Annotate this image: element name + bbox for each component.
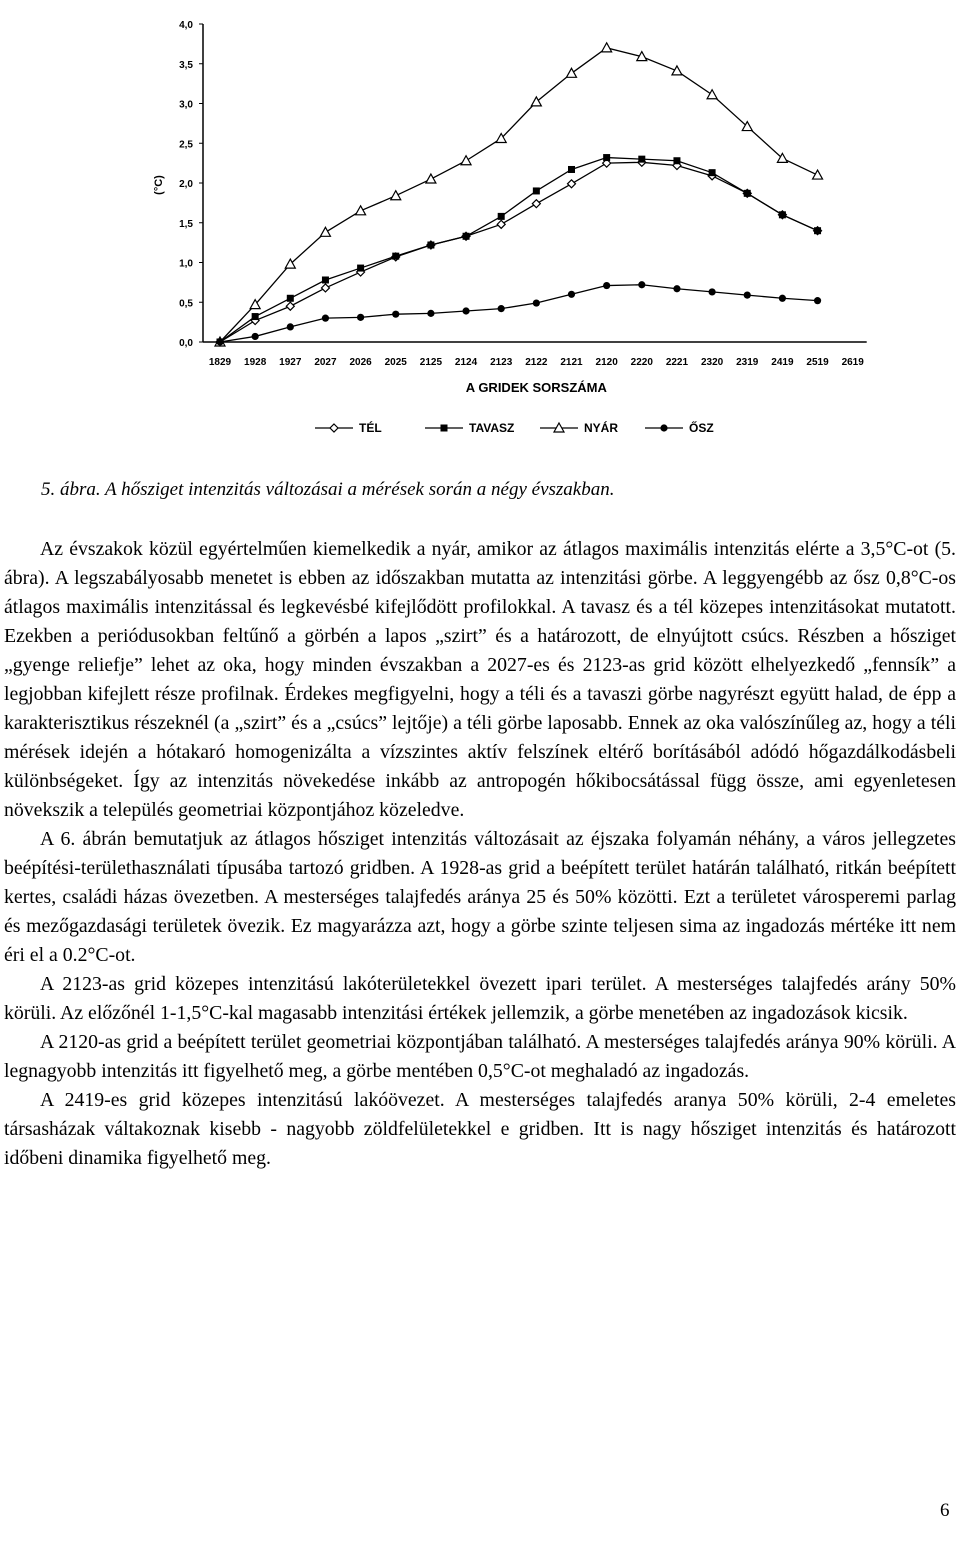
data-point [568,180,576,188]
chart-legend [315,420,714,435]
data-point [779,211,786,218]
legend-item [425,421,514,435]
data-point [287,295,294,302]
data-point [426,174,436,183]
data-point [462,307,469,314]
paragraph-3: A 2123-as grid közepes intenzitású lakóterületekkel övezett ipari terület. A mesterséges talajfedés arány 50% körüli. Az előzőnél 1-1,5°C-kal magasabb intenzitási értékek jellemzik, a görbe menetében az ingadozások kicsik. [4,973,956,1024]
y-tick-label: 4,0 [179,20,193,31]
data-point [392,311,399,318]
x-tick-label: 2122 [525,357,548,368]
legend-label: TÉL [359,421,382,435]
legend-item [315,420,382,435]
x-tick-label: 2025 [384,357,407,368]
data-point [498,213,505,220]
data-point [744,291,751,298]
data-point [709,288,716,295]
y-axis-label: (°C) [153,175,165,195]
data-point [568,166,575,173]
x-tick-label: 2124 [454,357,478,368]
series-line [220,162,818,342]
x-tick-label: 2220 [630,357,653,368]
data-point [356,206,366,215]
page-number: 6 [940,1500,950,1521]
legend-label: ŐSZ [689,421,714,435]
y-tick-label: 1,5 [179,218,193,230]
series-3 [215,43,823,346]
season-intensity-chart [0,0,960,450]
data-point [673,157,680,164]
series-line [220,158,818,342]
y-tick-label: 0,5 [179,298,193,310]
chart-axes [153,20,867,395]
data-point [602,43,612,52]
data-point [568,291,575,298]
legend-label: TAVASZ [469,421,515,435]
data-point [498,305,505,312]
y-tick-label: 3,0 [179,99,193,111]
data-point [287,323,294,330]
x-tick-label: 2027 [314,357,337,368]
data-point [779,295,786,302]
data-point [357,265,364,272]
x-tick-label: 2221 [665,357,689,368]
x-tick-label: 1829 [208,357,232,368]
data-point [497,220,505,228]
data-point [252,313,259,320]
series-1 [216,158,822,346]
data-point [533,187,540,194]
data-point [391,191,401,200]
paragraph-1: Az évszakok közül egyértelműen kiemelkedik a nyár, amikor az átlagos maximális intenzitás elérte a 3,5°C-ot (5. ábra). A legszabályosabb menetet is ebben az időszakban mutatta az intenzitási görbe. A leggyengébb az ősz 0,8°C-os átlagos maximális intenzitással és legkevésbé kifejlődött profilokkal. A tavasz és a tél közepes intenzitásokat mutatott. Ezekben a periódusokban feltűnő a görbén a lapos „szirt” és a határozott, de elnyújtott csúcs. Részben a hősziget „gyenge reliefje” lehet az oka, hogy minden évszakban a 2027-es és 2123-as grid között elhelyezkedő „fennsík” a legjobban kifejlett része profilnak. Érdekes megfigyelni, hogy a téli és a tavaszi görbe nagyrészt együtt halad, de épp a karakterisztikus részeknél (a „szirt” és a „csúcs” lejtője) a téli görbe laposabb. Ennek az oka valószínűleg az, hogy a téli mérések idején a hótakaró homogenizálta a vízszintes aktív felszínek eltérő borításából adódó hőgazdálkodásbeli különbségeket. Így az intenzitás növekedése inkább az antropogén hőkibocsátással függ össze, ami egyenletesen növekszik a település geometriai központjához közeledve. [4,538,956,821]
x-tick-label: 2125 [419,357,443,368]
series-2 [217,154,822,345]
data-point [603,282,610,289]
body-text [4,535,956,1173]
data-point [660,424,667,431]
x-tick-label: 1927 [279,357,302,368]
data-point [638,156,645,163]
x-tick-label: 2123 [490,357,513,368]
data-point [532,200,540,208]
data-point [357,314,364,321]
data-point [603,154,610,161]
data-point [321,284,329,292]
legend-item [645,420,714,435]
data-point [567,68,577,77]
paragraph-5: A 2419-es grid közepes intenzitású lakóövezet. A mesterséges talajfedés aranya 50% körüli, 2-4 emeletes társasházak váltakoznak kisebb - nagyobb zöldfelületekkel e gridben. Itt is nagy hősziget intenzitás és határozott időbeni dinamika figyelhető meg. [4,1089,956,1169]
y-tick-label: 1,0 [179,258,193,270]
data-point [744,190,751,197]
data-point [322,276,329,283]
data-point [216,338,223,345]
x-tick-label: 2120 [595,357,618,368]
data-point [638,281,645,288]
data-point [709,169,716,176]
series-line [220,48,818,342]
y-tick-label: 2,0 [179,179,193,190]
data-point [427,310,434,317]
legend-label: NYÁR [584,421,619,435]
x-axis-label: A GRIDEK SORSZÁMA [465,380,607,395]
data-point [461,156,471,165]
chart-series [215,43,823,346]
paragraph-2: A 6. ábrán bemutatjuk az átlagos hősziget intenzitás változásait az éjszaka folyamán néhány, a város jellegzetes beépítési-területhasználati típusába tartozó gridben. A 1928-as grid a beépített terület határán található, ritkán beépített kertes, családi házas övezetben. A mesterséges talajfedés aránya 25 és 50% közötti. Ezt a területet városperemi parlag és mezőgazdasági területek övezik. Ez magyarázza azt, hogy a görbe szinte teljesen sima az ingadozás mértéke itt nem éri el a 0.2°C-ot. [4,828,956,966]
data-point [286,302,294,310]
y-tick-label: 0,0 [179,338,193,349]
x-tick-label: 2619 [841,357,864,368]
data-point [330,424,338,432]
data-point [427,242,434,249]
data-point [672,66,682,75]
series-line [220,285,818,342]
data-point [463,233,470,240]
data-point [322,315,329,322]
x-tick-label: 2121 [560,357,583,368]
data-point [392,253,399,260]
x-tick-label: 2419 [771,357,794,368]
data-point [533,299,540,306]
data-point [441,425,448,432]
x-tick-label: 1928 [244,357,267,368]
data-point [673,285,680,292]
y-tick-label: 2,5 [179,139,193,151]
data-point [814,227,821,234]
legend-item [540,420,618,435]
series-4 [216,281,821,345]
data-point [252,333,259,340]
data-point [707,90,717,99]
x-tick-label: 2319 [736,357,759,368]
data-point [813,170,823,179]
x-tick-label: 2519 [806,357,829,368]
figure-caption: 5. ábra. A hősziget intenzitás változásai a mérések során a négy évszakban. [41,479,615,500]
data-point [320,227,330,236]
x-tick-label: 2026 [349,357,372,368]
x-tick-label: 2320 [700,357,724,368]
paragraph-4: A 2120-as grid a beépített terület geometriai központjában található. A mesterséges talajfedés aránya 90% körüli. A legnagyobb intenzitás itt figyelhető meg, a görbe mentében 0,5°C-ot meghaladó az ingadozás. [4,1031,956,1082]
y-tick-label: 3,5 [179,59,193,71]
data-point [814,297,821,304]
